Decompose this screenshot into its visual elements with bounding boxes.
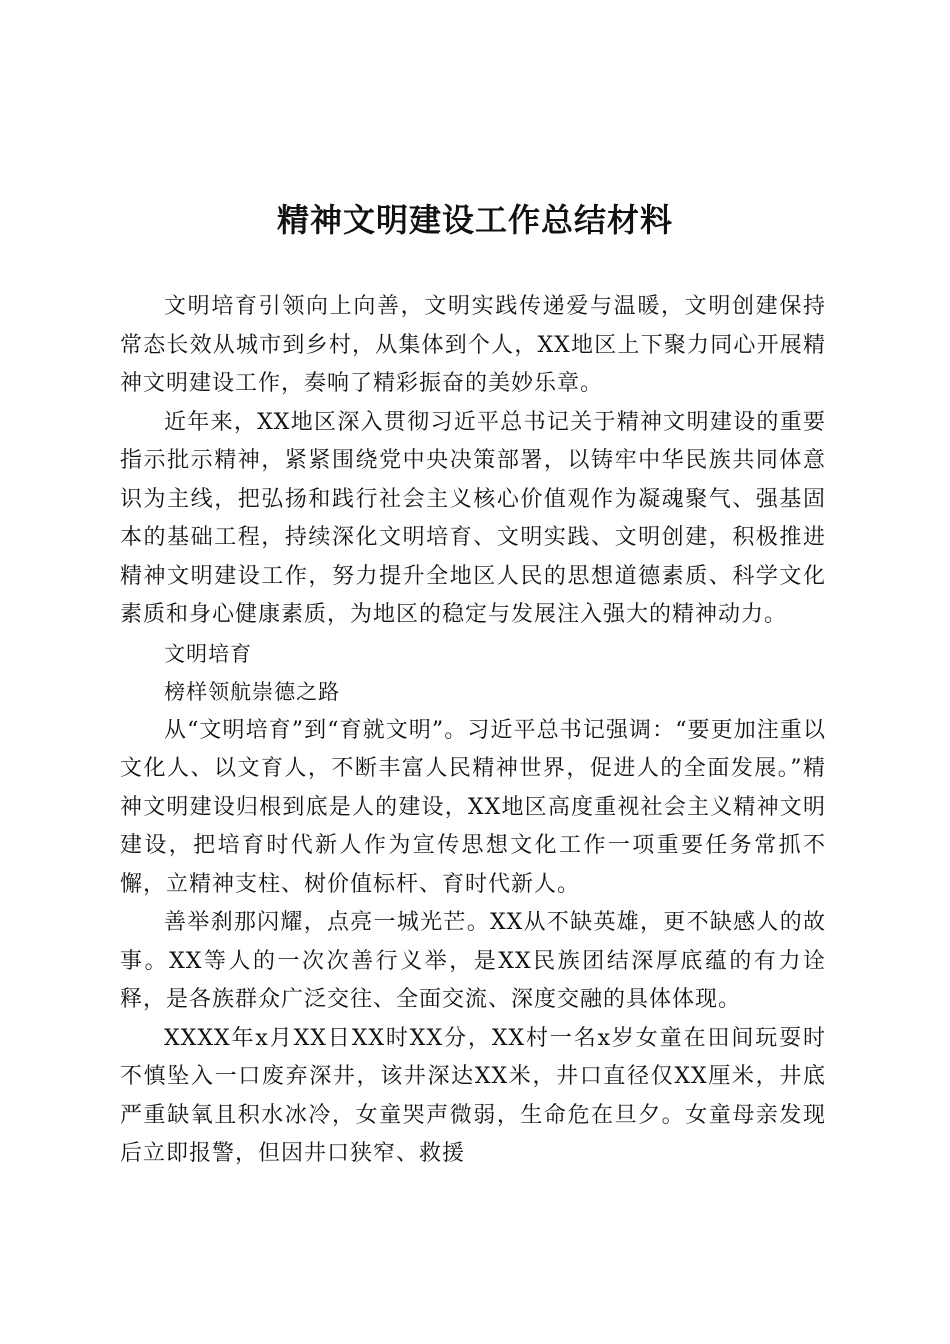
sub-heading: 榜样领航崇德之路 <box>164 680 341 704</box>
paragraph-cultivation: 从“文明培育”到“育就文明”。习近平总书记强调：“要更加注重以文化人、以文育人，不断丰富人民精神世界，促进人的全面发展。”精神文明建设归根到底是人的建设，XX地区高度重视社会主义精神文明建设，把培育时代新人作为宣传思想文化工作一项重要任务常抓不懈，立精神支柱、树价值标杆、育时代新人。 <box>120 717 826 897</box>
paragraph-good-deeds: 善举刹那闪耀，点亮一城光芒。XX从不缺英雄，更不缺感人的故事。XX等人的一次次善行义举，是XX民族团结深厚底蕴的有力诠释，是各族群众广泛交往、全面交流、深度交融的具体体现。 <box>120 910 826 1012</box>
document-body <box>120 288 826 1174</box>
section-heading: 文明培育 <box>164 641 253 666</box>
paragraph-rescue-story: XXXX年x月XX日XX时XX分，XX村一名x岁女童在田间玩耍时不慎坠入一口废弃深井，该井深达XX米，井口直径仅XX厘米，井底严重缺氧且积水冰冷，女童哭声微弱，生命危在旦夕。女童母亲发现后立即报警，但因井口狭窄、救援 <box>120 1025 826 1166</box>
document-title: 精神文明建设工作总结材料 <box>276 201 673 239</box>
paragraph-intro: 文明培育引领向上向善，文明实践传递爱与温暖，文明创建保持常态长效从城市到乡村，从集体到个人，XX地区上下聚力同心开展精神文明建设工作，奏响了精彩振奋的美妙乐章。 <box>120 294 826 396</box>
paragraph-overview: 近年来，XX地区深入贯彻习近平总书记关于精神文明建设的重要指示批示精神，紧紧围绕党中央决策部署，以铸牢中华民族共同体意识为主线，把弘扬和践行社会主义核心价值观作为凝魂聚气、强基固本的基础工程，持续深化文明培育、文明实践、文明创建，积极推进精神文明建设工作，努力提升全地区人民的思想道德素质、科学文化素质和身心健康素质，为地区的稳定与发展注入强大的精神动力。 <box>120 409 826 627</box>
